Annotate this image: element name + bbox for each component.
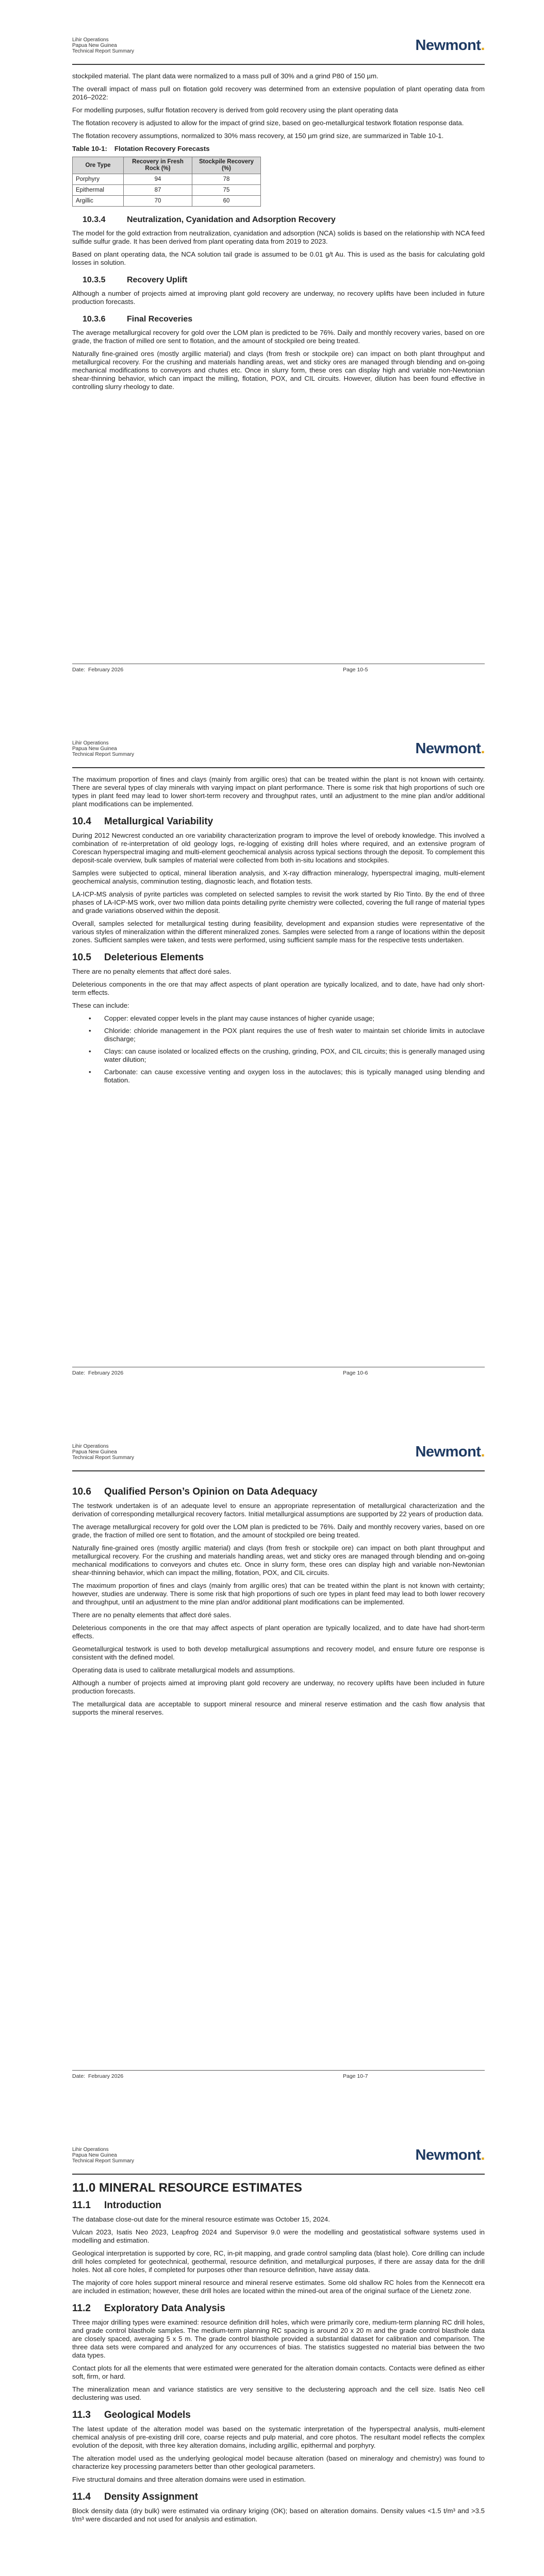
paragraph: Five structural domains and three alteration domains were used in estimation. xyxy=(72,2476,306,2483)
table-row xyxy=(73,196,261,207)
section-heading xyxy=(72,2493,485,2501)
section-title: Metallurgical Variability xyxy=(104,816,213,827)
list-item-text: Chloride: chloride management in the POX plant requires the use of fresh water to maintain set chloride limits in autoclave discharge; xyxy=(104,1027,485,1043)
footer-divider xyxy=(72,2070,485,2071)
table-cell: 75 xyxy=(192,185,261,196)
table-cell: 94 xyxy=(124,174,192,185)
bullet-icon: • xyxy=(89,1047,91,1055)
section-title: Exploratory Data Analysis xyxy=(104,2303,225,2314)
section-number: 10.6 xyxy=(72,1486,91,1497)
section-heading xyxy=(72,2304,485,2313)
footer-page xyxy=(343,667,368,673)
paragraph: There are no penalty elements that affect doré sales. xyxy=(72,968,232,975)
page-header xyxy=(72,1444,485,1470)
section-heading xyxy=(72,954,485,962)
section-number: 10.5 xyxy=(72,952,91,963)
column-header: Stockpile Recovery (%) xyxy=(192,157,261,174)
paragraph: The latest update of the alteration model was based on the systematic interpretation of the hyperspectral analysis, multi-element chemical analysis of pre-existing drill core, coarse rejects and pulp material, and core photos. The resultant model reflects the complex evolution of the deposit, with three key alteration domains, including argillic, epithermal and porphyry. xyxy=(72,2425,485,2449)
header-operation: Lihir Operations xyxy=(72,37,109,43)
paragraph: Naturally fine-grained ores (mostly argillic material) and clays (from fresh or stockpile ore) can impact on both plant throughput and metallurgical recovery. For the crushing and materials handling areas, wet and sticky ores are managed through blending and on-going mechanical modifications to conveyors and chutes etc. Once in slurry form, these ores can display high and variable non-Newtonian shear-thinning behavior, which can impact the milling, flotation, POX, and CIL circuits. However, dilution has been found effective in controlling slurry rheology to date. xyxy=(72,350,485,391)
bullet-icon: • xyxy=(89,1027,91,1035)
list-item xyxy=(72,1014,485,1023)
table-header-row xyxy=(73,157,261,174)
table-caption xyxy=(72,145,485,153)
section-title: Final Recoveries xyxy=(127,315,193,324)
header-country: Papua New Guinea xyxy=(72,1449,117,1455)
list-item-text: Copper: elevated copper levels in the plant may cause instances of higher cyanide usage; xyxy=(104,1014,375,1022)
header-operation: Lihir Operations xyxy=(72,1444,109,1449)
section-heading xyxy=(72,2201,485,2210)
section-number: 11.2 xyxy=(72,2303,91,2314)
header-country: Papua New Guinea xyxy=(72,2153,117,2158)
footer-page xyxy=(343,2073,368,2079)
footer-page xyxy=(343,1370,368,1376)
paragraph: Naturally fine-grained ores (mostly argillic material) and clays (from fresh or stockpile ore) can impact on both plant throughput and metallurgical recovery. For the crushing and materials handling areas, wet and sticky ores are managed through blending and on-going mechanical modifications to conveyors and chutes etc. Once in slurry form, these ores can display high and variable non-Newtonian shear-thinning behavior, which can impact the milling, flotation, POX, and CIL circuits. xyxy=(72,1544,485,1577)
section-heading xyxy=(72,276,485,284)
section-title: Neutralization, Cyanidation and Adsorption Recovery xyxy=(127,215,336,224)
section-title: Density Assignment xyxy=(104,2492,198,2502)
footer-page-label: Page xyxy=(343,667,356,673)
table-cell: 78 xyxy=(192,174,261,185)
section-heading xyxy=(72,216,485,224)
list-item xyxy=(72,1027,485,1043)
table-cell: 87 xyxy=(124,185,192,196)
section-title: Introduction xyxy=(104,2200,161,2211)
header-report-type: Technical Report Summary xyxy=(72,1455,135,1461)
table-cell: Porphyry xyxy=(73,174,124,185)
paragraph: The database close-out date for the mineral resource estimate was October 15, 2024. xyxy=(72,2215,330,2223)
paragraph: stockpiled material. The plant data were normalized to a mass pull of 30% and a grind P80 of 150 µm. xyxy=(72,72,378,80)
newmont-logo: Newmont. xyxy=(415,2147,485,2163)
paragraph: The flotation recovery is adjusted to allow for the impact of grind size, based on geo-metallurgical testwork flotation response data. xyxy=(72,119,464,127)
page-body xyxy=(72,1479,485,1721)
header-operation: Lihir Operations xyxy=(72,2147,109,2153)
footer-date: February 2026 xyxy=(88,2073,124,2079)
table-row xyxy=(73,185,261,196)
paragraph: The average metallurgical recovery for gold over the LOM plan is predicted to be 76%. Daily and monthly recovery varies, based on ore grade, the fraction of milled ore sent to flotation, and the amount of stockpiled ore being treated. xyxy=(72,1523,485,1539)
paragraph: Overall, samples selected for metallurgical testing during feasibility, development and expansion studies were representative of the various styles of mineralization within the different mineralized zones. Samples were selected from a range of locations within the deposit zones. Sufficient samples were taken, and tests were performed, using sufficient sample mass for the respective tests undertaken. xyxy=(72,920,485,944)
footer-date-label: Date: xyxy=(72,667,86,673)
section-title: Geological Models xyxy=(104,2410,191,2420)
footer-date: February 2026 xyxy=(88,667,124,673)
report-page xyxy=(0,2110,544,2576)
paragraph: The testwork undertaken is of an adequate level to ensure an appropriate representation of metallurgical characterization and the derivation of corresponding metallurgical recovery factors. Initial metallurgical assumptions are supported by 22 years of production data. xyxy=(72,1502,485,1518)
section-heading xyxy=(72,818,485,826)
table-cell: 70 xyxy=(124,196,192,207)
paragraph: The alteration model used as the underlying geological model because alteration (based on mineralogy and chemistry) was found to characterize key processing parameters better than other geological parameters. xyxy=(72,2454,485,2470)
section-title: Deleterious Elements xyxy=(104,952,204,963)
paragraph: LA-ICP-MS analysis of pyrite particles was completed on selected samples to revisit the work started by Rio Tinto. By the end of three phases of LA-ICP-MS work, over two million data points detailing pyrite chemistry were collected, covering the full range of material types and grade variations observed within the deposit. xyxy=(72,890,485,914)
paragraph: Although a number of projects aimed at improving plant gold recovery are underway, no recovery uplifts have been included in future production forecasts. xyxy=(72,290,485,306)
header-country: Papua New Guinea xyxy=(72,43,117,48)
newmont-logo: Newmont. xyxy=(415,37,485,54)
paragraph: During 2012 Newcrest conducted an ore variability characterization program to improve the level of orebody knowledge. This involved a combination of re-interpretation of old geology logs, re-logging of existing drill holes where required, and an extensive program of Corescan hyperspectral imaging and multi-element geochemical analysis across typical sections through the deposit. To complement this deposit-scale overview, bulk samples of material were collected from both in-situ locations and stockpiles. xyxy=(72,832,485,864)
footer-date: February 2026 xyxy=(88,1370,124,1376)
paragraph: The mineralization mean and variance statistics are very sensitive to the declustering approach and the cell size. Isatis Neo cell declustering was used. xyxy=(72,2385,485,2401)
header-divider xyxy=(72,64,485,65)
column-header: Recovery in Fresh Rock (%) xyxy=(124,157,192,174)
paragraph: Three major drilling types were examined: resource definition drill holes, which were primarily core, medium-term planning RC drill holes, and grade control blasthole samples. The medium-term planning RC spacing is around 20 x 20 m and the grade control blasthole data are closely spaced, averaging 5 x 5 m. The grade control blasthole provided a substantial dataset for calibration and comparison. The three data sets were compared and analyzed for any occurrences of bias. The statistics suggested no material bias between the two data types. xyxy=(72,2318,485,2359)
table-cell: 60 xyxy=(192,196,261,207)
list-item xyxy=(72,1047,485,1064)
paragraph: The majority of core holes support mineral resource and mineral reserve estimates. Some old shallow RC holes from the Kennecott era are included in estimation; however, these drill holes are located within the mined-out area of the original surface of the Lienetz zone. xyxy=(72,2279,485,2295)
newmont-logo: Newmont. xyxy=(415,740,485,757)
table-title: Flotation Recovery Forecasts xyxy=(114,145,210,152)
table-cell: Argillic xyxy=(73,196,124,207)
bullet-list xyxy=(72,1014,485,1084)
report-page xyxy=(0,1406,544,2110)
chapter-heading: 11.0 MINERAL RESOURCE ESTIMATES xyxy=(72,2181,302,2195)
paragraph: The overall impact of mass pull on flotation gold recovery was determined from an extensive population of plant operating data from 2016–2022: xyxy=(72,85,485,101)
paragraph: The average metallurgical recovery for gold over the LOM plan is predicted to be 76%. Daily and monthly recovery varies, based on ore grade, the fraction of milled ore sent to flotation, and the amount of stockpiled ore being treated. xyxy=(72,329,485,345)
header-report-type: Technical Report Summary xyxy=(72,2158,135,2164)
paragraph: Samples were subjected to optical, mineral liberation analysis, and X-ray diffraction mineralogy, hyperspectral imaging, multi-element geochemical analysis, comminution testing, diagnostic leach, and flotation tests. xyxy=(72,869,485,885)
header-divider xyxy=(72,767,485,768)
footer-page-number: 10-7 xyxy=(357,2073,368,2079)
report-page xyxy=(0,703,544,1406)
section-number: 10.4 xyxy=(72,816,91,827)
page-footer xyxy=(72,2073,485,2079)
page-footer xyxy=(72,667,485,673)
paragraph: There are no penalty elements that affect doré sales. xyxy=(72,1611,232,1619)
section-heading xyxy=(72,315,485,324)
page-body xyxy=(72,2182,485,2528)
footer-date-label: Date: xyxy=(72,1370,86,1376)
paragraph: Although a number of projects aimed at improving plant gold recovery are underway, no recovery uplifts have been included in future production forecasts. xyxy=(72,1679,485,1695)
section-number: 10.3.4 xyxy=(83,215,106,224)
paragraph: Deleterious components in the ore that may affect aspects of plant operation are typically localized, and to date, have had only short-term effects. xyxy=(72,980,485,996)
section-number: 11.1 xyxy=(72,2200,91,2211)
footer-date-label: Date: xyxy=(72,2073,86,2079)
paragraph: Block density data (dry bulk) were estimated via ordinary kriging (OK); based on alteration domains. Density values <1.5 t/m³ and >3.5 t/m³ were discarded and not used for analysis and estimation. xyxy=(72,2507,485,2523)
paragraph: Operating data is used to calibrate metallurgical models and assumptions. xyxy=(72,1666,295,1674)
column-header: Ore Type xyxy=(73,157,124,174)
section-heading xyxy=(72,1488,485,1496)
paragraph: The maximum proportion of fines and clays (mainly from argillic ores) that can be treated within the plant is not known with certainty. There are several types of clay minerals with varying impact on plant performance. There is some risk that high proportions of such ore types in plant feed may lead to lower short-term recovery and throughput rates, until an adjustment to the mine plan and/or additional plant modifications can be implemented. xyxy=(72,775,485,808)
paragraph: Deleterious components in the ore that may affect aspects of plant operation are typically localized, and to date have had short-term effects. xyxy=(72,1624,485,1640)
table-row xyxy=(73,174,261,185)
footer-page-label: Page xyxy=(343,2073,356,2079)
paragraph: The maximum proportion of fines and clays (mainly from argillic ores) that can be treated within the plant is not known with certainty; however, studies are underway. There is some risk that high proportions of such ore types in plant feed may lead to both lower recovery and throughput, until an adjustment to the mine plan and/or additional plant modifications can be implemented. xyxy=(72,1582,485,1606)
page-header xyxy=(72,37,485,64)
paragraph: Vulcan 2023, Isatis Neo 2023, Leapfrog 2024 and Supervisor 9.0 were the modelling and geostatistical software systems used in modelling and estimation. xyxy=(72,2228,485,2244)
recovery-table xyxy=(72,157,261,207)
section-number: 10.3.6 xyxy=(83,315,106,324)
paragraph: The metallurgical data are acceptable to support mineral resource and mineral reserve estimation and the cash flow analysis that supports the mineral reserves. xyxy=(72,1700,485,1716)
section-heading xyxy=(72,2411,485,2419)
header-report-type: Technical Report Summary xyxy=(72,752,135,757)
report-page xyxy=(0,0,544,703)
header-divider xyxy=(72,2174,485,2175)
table-label: Table 10-1: xyxy=(72,145,107,152)
paragraph: For modelling purposes, sulfur flotation recovery is derived from gold recovery using the plant operating data xyxy=(72,106,398,114)
header-report-type: Technical Report Summary xyxy=(72,48,135,54)
list-item-text: Carbonate: can cause excessive venting and oxygen loss in the autoclaves; this is typically managed using blending and flotation. xyxy=(104,1068,485,1084)
page-body xyxy=(72,72,485,396)
list-item-text: Clays: can cause isolated or localized effects on the crushing, grinding, POX, and CIL circuits; this is generally managed using water dilution; xyxy=(104,1047,485,1063)
header-divider xyxy=(72,1470,485,1471)
paragraph: Geometallurgical testwork is used to both develop metallurgical assumptions and recovery model, and ensure future ore response is consistent with the defined model. xyxy=(72,1645,485,1661)
section-number: 11.3 xyxy=(72,2410,91,2420)
page-footer xyxy=(72,1370,485,1376)
footer-page-number: 10-5 xyxy=(357,667,368,673)
section-title: Recovery Uplift xyxy=(127,276,188,284)
section-number: 11.4 xyxy=(72,2492,91,2502)
footer-page-label: Page xyxy=(343,1370,356,1376)
paragraph: These can include: xyxy=(72,1002,129,1009)
newmont-logo: Newmont. xyxy=(415,1444,485,1460)
bullet-icon: • xyxy=(89,1068,91,1076)
section-number: 10.3.5 xyxy=(83,276,106,284)
paragraph: Geological interpretation is supported by core, RC, in-pit mapping, and grade control sampling data (blast hole). Core drilling can include drill holes completed for geotechnical, geothermal, resource definition, and metallurgical purposes, if there are assay data for the drill holes. Not all core holes, if completed for purposes other than resource definition, have assay data. xyxy=(72,2249,485,2274)
page-header xyxy=(72,2147,485,2174)
page-body xyxy=(72,775,485,1090)
section-title: Qualified Person’s Opinion on Data Adequacy xyxy=(104,1486,318,1497)
paragraph: The flotation recovery assumptions, normalized to 30% mass recovery, at 150 µm grind size, are summarized in Table 10-1. xyxy=(72,132,444,140)
paragraph: Based on plant operating data, the NCA solution tail grade is assumed to be 0.01 g/t Au. This is used as the basis for calculating gold losses in solution. xyxy=(72,250,485,266)
page-header xyxy=(72,740,485,767)
table-cell: Epithermal xyxy=(73,185,124,196)
header-operation: Lihir Operations xyxy=(72,740,109,746)
header-country: Papua New Guinea xyxy=(72,746,117,752)
paragraph: The model for the gold extraction from neutralization, cyanidation and adsorption (NCA) solids is based on the relationship with NCA feed sulfide sulfur grade. It has been derived from plant operating data from 2019 to 2023. xyxy=(72,229,485,245)
bullet-icon: • xyxy=(89,1014,91,1022)
list-item xyxy=(72,1068,485,1084)
footer-page-number: 10-6 xyxy=(357,1370,368,1376)
paragraph: Contact plots for all the elements that were estimated were generated for the alteration domain contacts. Contacts were defined as either soft, firm, or hard. xyxy=(72,2364,485,2380)
